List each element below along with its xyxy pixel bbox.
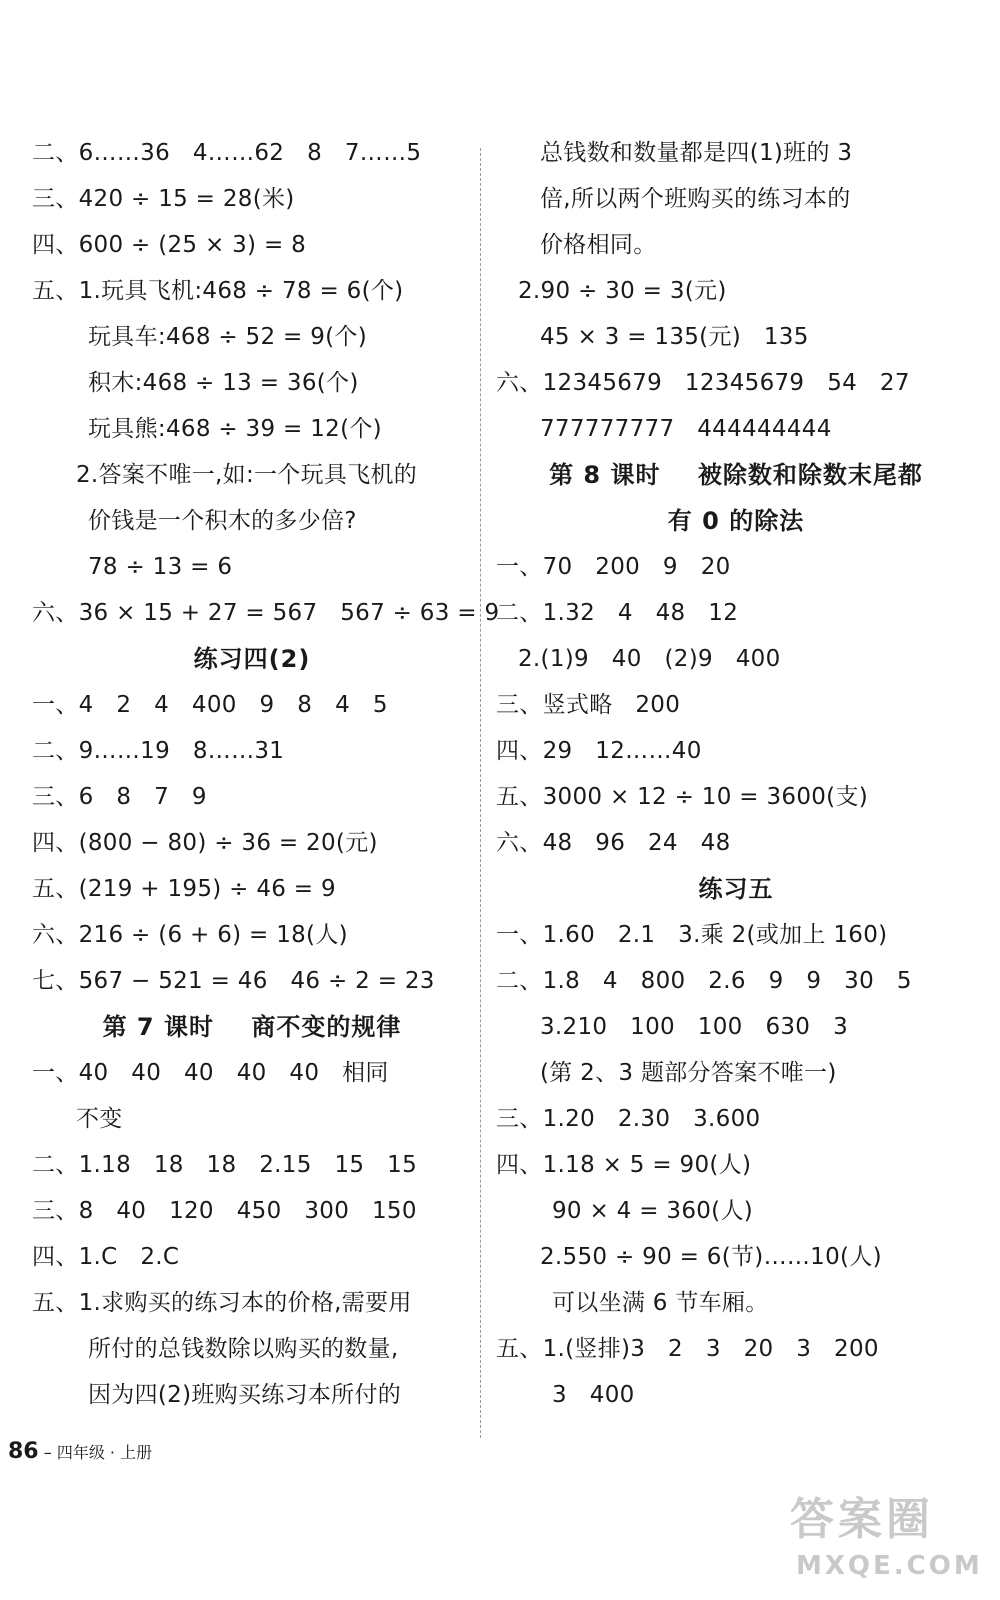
answer-line: 倍,所以两个班购买的练习本的: [540, 186, 851, 212]
left-column: [32, 130, 500, 1418]
answer-line: 三、420 ÷ 15 = 28(米): [32, 186, 295, 212]
answer-line: 三、6 8 7 9: [32, 784, 207, 810]
answer-line: 总钱数和数量都是四(1)班的 3: [540, 140, 853, 166]
answer-line: 五、3000 × 12 ÷ 10 = 3600(支): [496, 784, 869, 810]
answer-line: 五、1.玩具飞机:468 ÷ 78 = 6(个): [32, 278, 404, 304]
answer-line: 因为四(2)班购买练习本所付的: [88, 1382, 402, 1408]
answer-line: 六、36 × 15 + 27 = 567 567 ÷ 63 = 9: [32, 600, 500, 626]
answer-line: 2.(1)9 40 (2)9 400: [518, 646, 781, 672]
answer-line: 二、9……19 8……31: [32, 738, 285, 764]
answer-line: 六、48 96 24 48: [496, 830, 731, 856]
answer-line: 78 ÷ 13 = 6: [88, 554, 233, 580]
section-heading: 第 7 课时 商不变的规律: [102, 1013, 402, 1041]
watermark-url: MXQE.COM: [796, 1551, 983, 1581]
answer-line: 三、8 40 120 450 300 150: [32, 1198, 417, 1224]
answer-line: 90 × 4 = 360(人): [552, 1198, 754, 1224]
answer-line: 777777777 444444444: [540, 416, 832, 442]
answer-line: 玩具车:468 ÷ 52 = 9(个): [88, 324, 367, 350]
answer-line: 四、29 12……40: [496, 738, 702, 764]
answer-line: 45 × 3 = 135(元) 135: [540, 324, 809, 350]
answer-line: 三、1.20 2.30 3.600: [496, 1106, 761, 1132]
answer-line: 一、1.60 2.1 3.乘 2(或加上 160): [496, 922, 888, 948]
answer-line: 3.210 100 100 630 3: [540, 1014, 849, 1040]
watermark-logo: [790, 1492, 983, 1592]
section-heading: 练习四(2): [193, 645, 311, 673]
section-heading: 练习五: [698, 875, 774, 903]
answer-line: 3 400: [552, 1382, 635, 1408]
watermark-title: 答案圈: [790, 1494, 934, 1545]
answer-line: 可以坐满 6 节车厢。: [552, 1290, 769, 1316]
answer-line: 四、600 ÷ (25 × 3) = 8: [32, 232, 307, 258]
answer-line: (第 2、3 题部分答案不唯一): [540, 1060, 837, 1086]
grade-label: 四年级 · 上册: [56, 1443, 153, 1462]
footer-dash: –: [43, 1443, 52, 1462]
answer-line: 玩具熊:468 ÷ 39 = 12(个): [88, 416, 382, 442]
answer-line: 2.550 ÷ 90 = 6(节)……10(人): [540, 1244, 882, 1270]
answer-line: 价钱是一个积木的多少倍?: [88, 508, 357, 534]
answer-line: 一、70 200 9 20: [496, 554, 731, 580]
answer-line: 一、40 40 40 40 40 相同: [32, 1060, 389, 1086]
column-divider: [480, 148, 481, 1438]
answer-line: 四、(800 − 80) ÷ 36 = 20(元): [32, 830, 378, 856]
answer-line: 四、1.18 × 5 = 90(人): [496, 1152, 752, 1178]
answer-line: 二、1.18 18 18 2.15 15 15: [32, 1152, 418, 1178]
answer-line: 二、1.32 4 48 12: [496, 600, 739, 626]
page-footer: [8, 1432, 152, 1472]
answer-line: 二、6……36 4……62 8 7……5: [32, 140, 422, 166]
section-heading: 有 0 的除法: [667, 507, 805, 535]
answer-line: 五、1.求购买的练习本的价格,需要用: [32, 1290, 412, 1316]
answer-line: 一、4 2 4 400 9 8 4 5: [32, 692, 388, 718]
answer-line: 六、12345679 12345679 54 27: [496, 370, 910, 396]
section-heading: 第 8 课时 被除数和除数末尾都: [549, 461, 923, 489]
answer-line: 七、567 − 521 = 46 46 ÷ 2 = 23: [32, 968, 435, 994]
answer-line: 四、1.C 2.C: [32, 1244, 180, 1270]
right-column: [496, 130, 976, 1418]
answer-line: 积木:468 ÷ 13 = 36(个): [88, 370, 359, 396]
answer-line: 价格相同。: [540, 232, 657, 258]
answer-line: 五、1.(竖排)3 2 3 20 3 200: [496, 1336, 879, 1362]
answer-line: 二、1.8 4 800 2.6 9 9 30 5: [496, 968, 912, 994]
page-number: 86: [8, 1439, 39, 1464]
answer-line: 三、竖式略 200: [496, 692, 681, 718]
answer-line: 六、216 ÷ (6 + 6) = 18(人): [32, 922, 348, 948]
answer-line: 不变: [76, 1106, 123, 1132]
answer-line: 2.90 ÷ 30 = 3(元): [518, 278, 727, 304]
answer-line: 所付的总钱数除以购买的数量,: [88, 1336, 399, 1362]
answer-line: 五、(219 + 195) ÷ 46 = 9: [32, 876, 336, 902]
answer-line: 2.答案不唯一,如:一个玩具飞机的: [76, 462, 418, 488]
